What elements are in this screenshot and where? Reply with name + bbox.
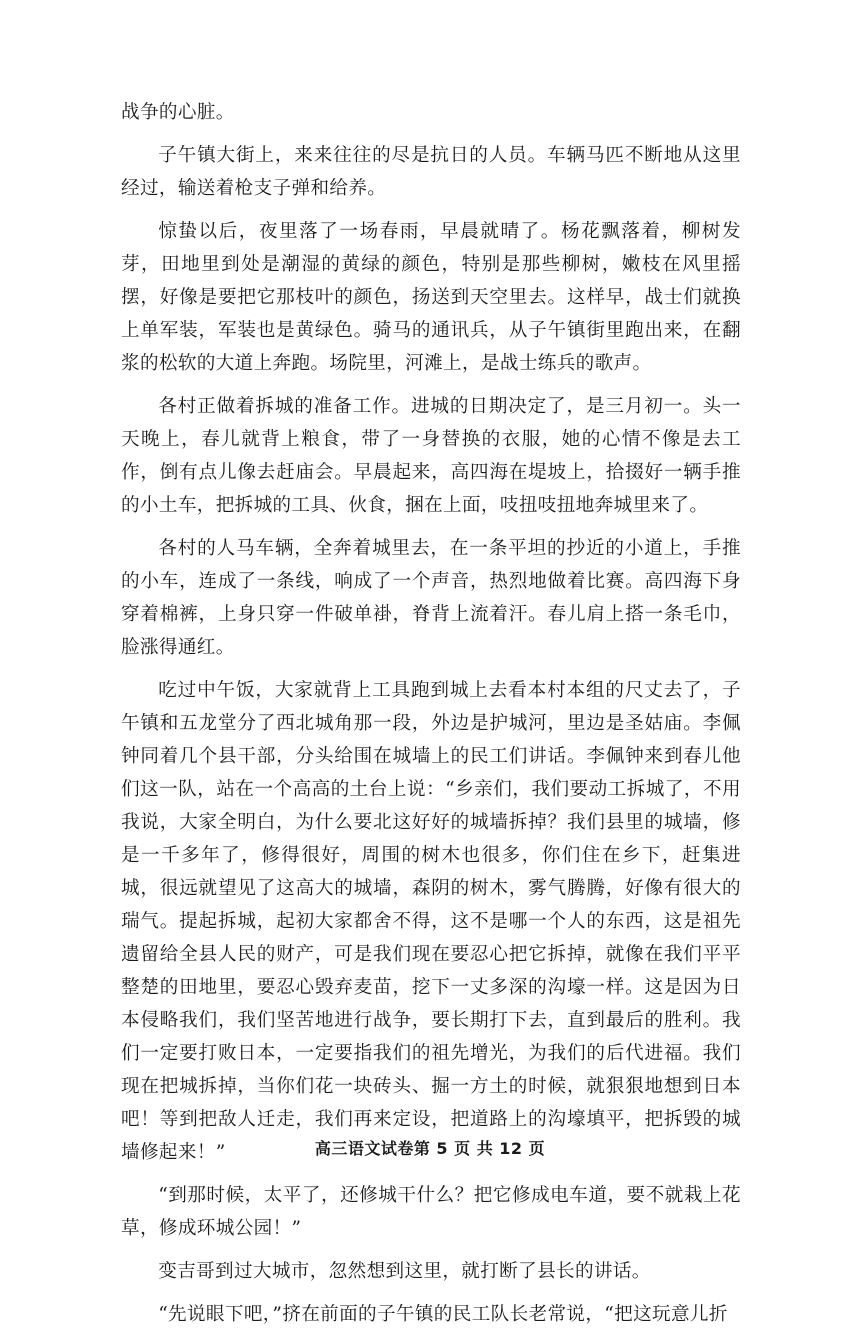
paragraph-2: 子午镇大街上，来来往往的尽是抗日的人员。车辆马匹不断地从这里经过，输送着枪支子弹和给养。 bbox=[121, 145, 741, 199]
paragraph-7: “到那时候，太平了，还修城干什么？把它修成电车道，要不就栽上花草，修成环城公园！” bbox=[121, 1185, 741, 1239]
paragraph-3: 惊蛰以后，夜里落了一场春雨，早晨就晴了。杨花飘落着，柳树发芽，田地里到处是潮湿的黄绿的颜色，特别是那些柳树，嫩枝在风里摇摆，好像是要把它那枝叶的颜色，扬送到天空里去。这样早，战士们就换上单军装，军装也是黄绿色。骑马的通讯兵，从子午镇街里跑出来，在翻浆的松软的大道上奔跑。场院里，河滩上，是战士练兵的歌声。 bbox=[121, 221, 741, 374]
paragraph-8: 变吉哥到过大城市，忽然想到这里，就打断了县长的讲话。 bbox=[158, 1261, 651, 1282]
paragraph-4: 各村正做着拆城的准备工作。进城的日期决定了，是三月初一。头一天晚上，春儿就背上粮食，带了一身替换的衣服，她的心情不像是去工作，倒有点儿像去赶庙会。早晨起来，高四海在堤坡上，拾掇好一辆手推的小土车，把拆城的工具、伙食，捆在上面，吱扭吱扭地奔城里来了。 bbox=[121, 396, 741, 516]
paragraph-1: 战争的心脏。 bbox=[121, 102, 235, 123]
paragraph-9: “先说眼下吧，”挤在前面的子午镇的民工队长老常说，“把这玩意儿折 bbox=[158, 1304, 728, 1325]
paragraph-5: 各村的人马车辆，全奔着城里去，在一条平坦的抄近的小道上，手推的小车，连成了一条线，响成了一个声音，热烈地做着比赛。高四海下身穿着棉裤，上身只穿一件破单褂，脊背上流着汗。春儿肩上搭一条毛巾，脸涨得通红。 bbox=[121, 538, 741, 658]
page-footer: 高三语文试卷第 5 页 共 12 页 bbox=[314, 1139, 546, 1158]
paragraph-6: 吃过中午饭，大家就背上工具跑到城上去看本村本组的尺丈去了，子午镇和五龙堂分了西北城角那一段，外边是护城河，里边是圣姑庙。李佩钟同着几个县干部，分头给围在城墙上的民工们讲话。李佩钟来到春儿他们这一队，站在一个高高的土台上说：“乡亲们，我们要动工拆城了，不用我说，大家全明白，为什么要北这好好的城墙拆掉？我们县里的城墙，修是一千多年了，修得很好，周围的树木也很多，你们住在乡下，赶集进城，很远就望见了这高大的城墙，森阴的树木，雾气腾腾，好像有很大的瑞气。提起拆城，起初大家都舍不得，这不是哪一个人的东西，这是祖先遗留给全县人民的财产，可是我们现在要忍心把它拆掉，就像在我们平平整楚的田地里，要忍心毁弃麦苗，挖下一丈多深的沟壕一样。这是因为日本侵略我们，我们坚苦地进行战争，要长期打下去，直到最后的胜利。我们一定要打败日本，一定要指我们的祖先增光，为我们的后代进福。我们现在把城拆掉，当你们花一块砖头、掘一方土的时候，就狠狠地想到日本吧！等到把敌人迁走，我们再来定设，把道路上的沟壕填平，把拆毁的城墙修起来！” bbox=[121, 680, 741, 1163]
